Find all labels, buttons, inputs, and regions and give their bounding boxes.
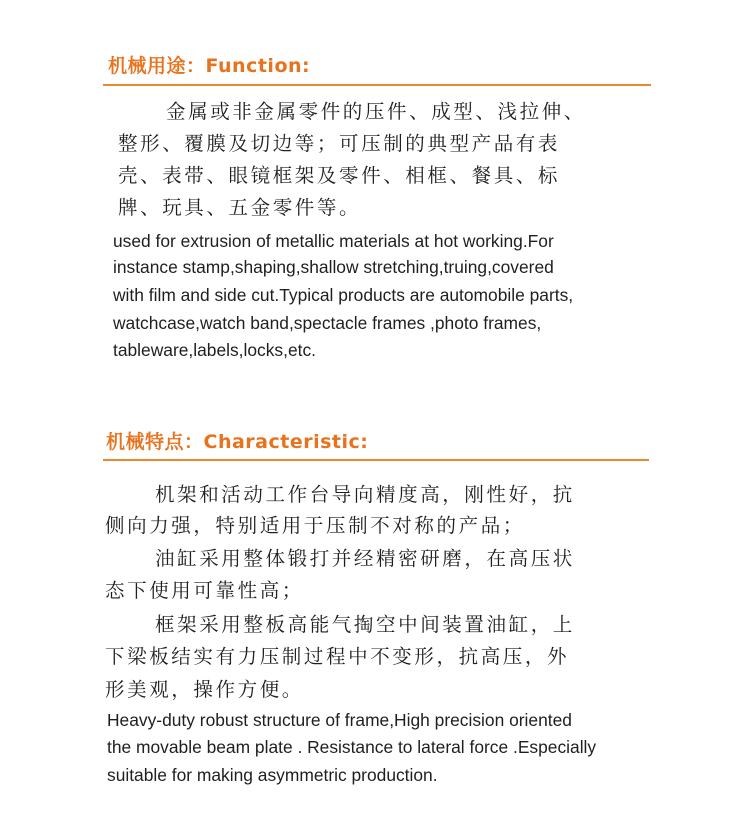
function-en-line: watchcase,watch band,spectacle frames ,photo frames, [113, 313, 542, 333]
function-cn-line: 金属或非金属零件的压件、成型、浅拉伸、 [166, 100, 586, 123]
characteristic-cn-line: 形美观，操作方便。 [105, 678, 304, 701]
characteristic-heading: 机械特点：Characteristic: [106, 431, 369, 453]
characteristic-cn-line: 机架和活动工作台导向精度高，刚性好，抗 [155, 483, 575, 506]
characteristic-cn-line: 态下使用可靠性高； [105, 579, 304, 602]
characteristic-cn-line: 框架采用整板高能气掏空中间装置油缸，上 [155, 613, 575, 636]
function-en-line: tableware,labels,locks,etc. [113, 340, 316, 360]
characteristic-cn-line: 侧向力强，特别适用于压制不对称的产品； [105, 514, 525, 537]
function-cn-line: 牌、玩具、五金零件等。 [118, 196, 362, 219]
function-en-line: instance stamp,shaping,shallow stretching,truing,covered [113, 257, 554, 277]
characteristic-cn-line: 油缸采用整体锻打并经精密研磨，在高压状 [155, 547, 575, 570]
characteristic-en-line: the movable beam plate . Resistance to lateral force .Especially [107, 737, 597, 757]
function-divider [103, 84, 651, 86]
characteristic-divider [103, 459, 649, 461]
function-heading: 机械用途：Function: [108, 55, 311, 77]
characteristic-en-line: Heavy-duty robust structure of frame,High precision oriented [107, 710, 572, 730]
function-en-line: used for extrusion of metallic materials at hot working.For [113, 231, 554, 251]
characteristic-cn-line: 下梁板结实有力压制过程中不变形，抗高压，外 [105, 645, 570, 668]
function-cn-line: 壳、表带、眼镜框架及零件、相框、餐具、标 [118, 164, 561, 187]
characteristic-en-line: suitable for making asymmetric production. [107, 765, 438, 785]
function-en-line: with film and side cut.Typical products are automobile parts, [113, 285, 574, 305]
function-cn-line: 整形、覆膜及切边等；可压制的典型产品有表 [118, 132, 561, 155]
